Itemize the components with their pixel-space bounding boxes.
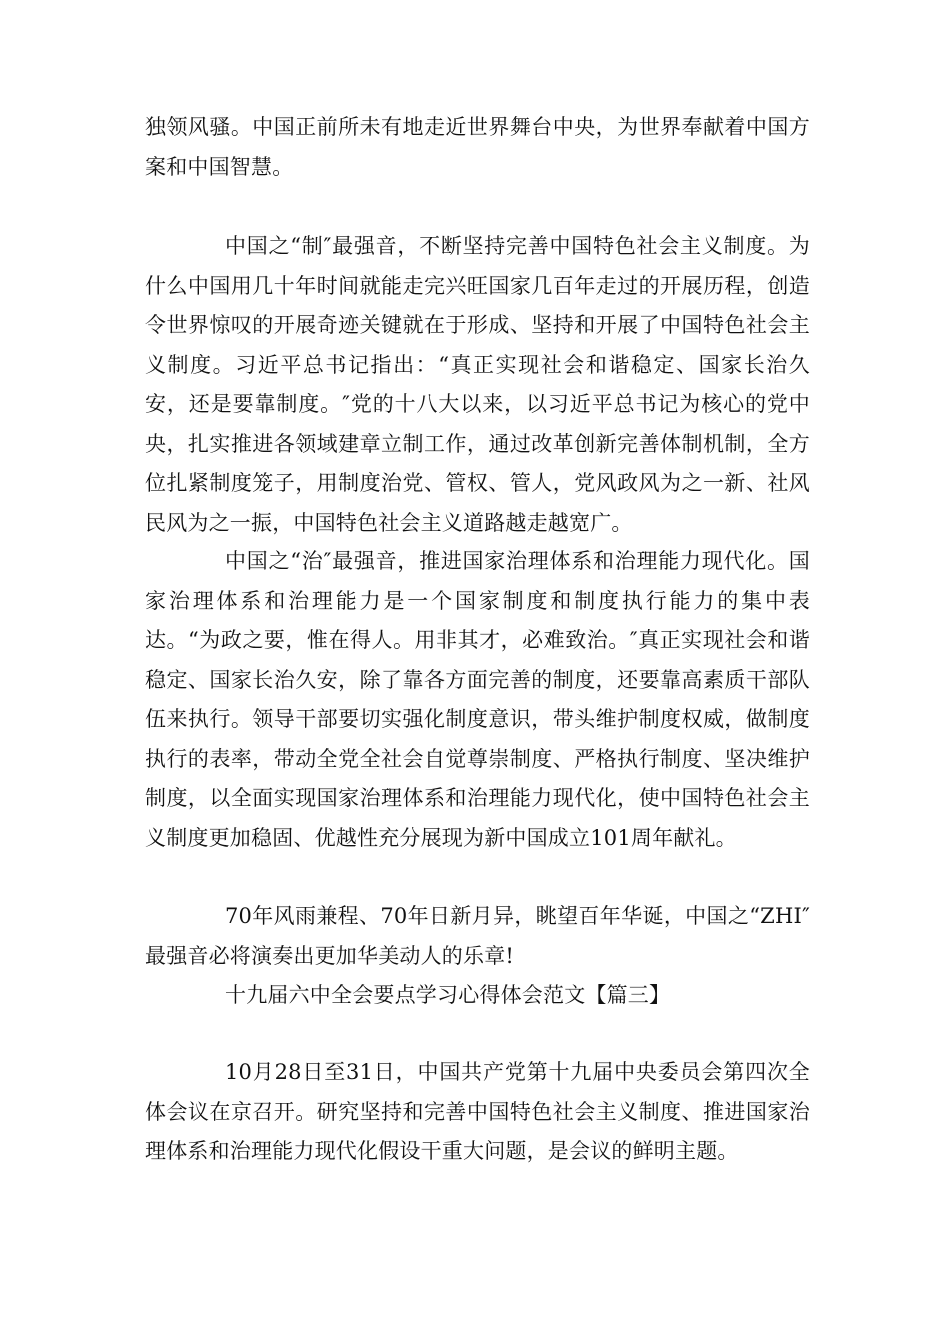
paragraph-conclusion: 70年风雨兼程、70年日新月异，眺望百年华诞，中国之“ZHI″最强音必将演奏出更加华美动人的乐章! (145, 904, 810, 968)
paragraph-section-three: 10月28日至31日，中国共产党第十九届中央委员会第四次全体会议在京召开。研究坚持和完善中国特色社会主义制度、推进国家治理体系和治理能力现代化假设干重大问题，是会议的鲜明主题。 (145, 1060, 810, 1163)
paragraph-zhi-governance: 中国之“治″最强音，推进国家治理体系和治理能力现代化。国家治理体系和治理能力是一个国家制度和制度执行能力的集中表达。“为政之要，惟在得人。用非其才，必难致治。″真正实现社会和谐稳定、国家长治久安，除了靠各方面完善的制度，还要靠高素质干部队伍来执行。领导干部要切实强化制度意识，带头维护制度权威，做制度执行的表率，带动全党全社会自觉尊崇制度、严格执行制度、坚决维护制度，以全面实现国家治理体系和治理能力现代化，使中国特色社会主义制度更加稳固、优越性充分展现为新中国成立101周年献礼。 (145, 549, 810, 850)
paragraph-zhi-system: 中国之“制″最强音，不断坚持完善中国特色社会主义制度。为什么中国用几十年时间就能走完兴旺国家几百年走过的开展历程，创造令世界惊叹的开展奇迹关键就在于形成、坚持和开展了中国特色社会主义制度。习近平总书记指出：“真正实现社会和谐稳定、国家长治久安，还是要靠制度。″党的十八大以来，以习近平总书记为核心的党中央，扎实推进各领域建章立制工作，通过改革创新完善体制机制，全方位扎紧制度笼子，用制度治党、管权、管人，党风政风为之一新、社风民风为之一振，中国特色社会主义道路越走越宽广。 (145, 234, 810, 535)
paragraph-continuation: 独领风骚。中国正前所未有地走近世界舞台中央，为世界奉献着中国方案和中国智慧。 (145, 115, 810, 179)
section-heading: 十九届六中全会要点学习心得体会范文【篇三】 (225, 983, 671, 1007)
